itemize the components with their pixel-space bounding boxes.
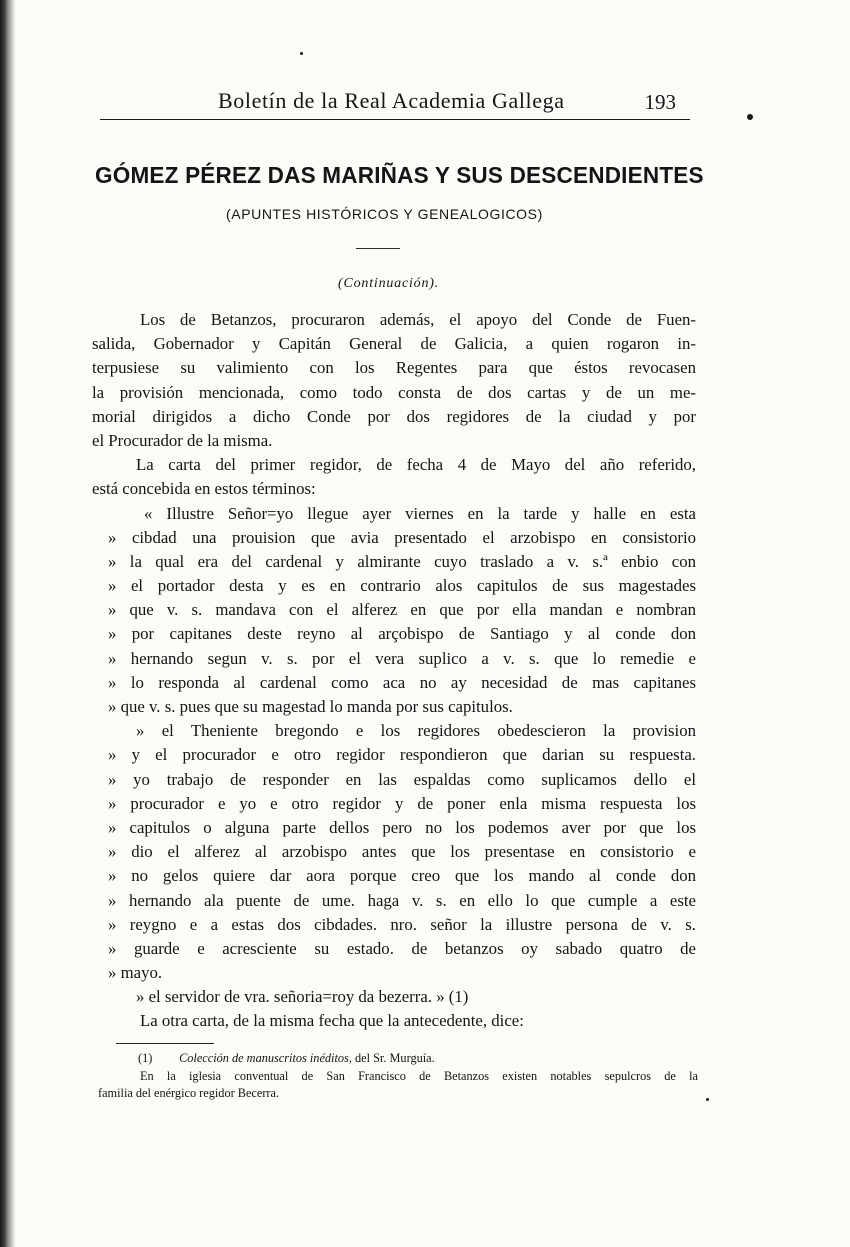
text-line: el Procurador de la misma. — [92, 430, 273, 450]
quote-line: » el servidor de vra. señoria=roy da bezerra. » (1) — [136, 987, 469, 1007]
text-line: salida, Gobernador y Capitán General de Galicia, a quien rogaron in- — [92, 334, 696, 354]
footnote-source-title: Colección de manuscritos inéditos, — [179, 1051, 352, 1065]
header-rule — [100, 119, 690, 120]
text-line: La otra carta, de la misma fecha que la antecedente, dice: — [140, 1011, 524, 1031]
quote-line: » que v. s. mandava con el alferez en que por ella mandan e nombran — [108, 600, 696, 620]
text-line: la provisión mencionada, como todo consta de dos cartas y de un me- — [92, 382, 696, 402]
ink-speck — [706, 1098, 709, 1101]
quote-line: » lo responda al cardenal como aca no ay necesidad de mas capitanes — [108, 672, 696, 692]
quote-line: » por capitanes deste reyno al arçobispo de Santiago y al conde don — [108, 624, 696, 644]
binding-edge — [0, 0, 16, 1247]
continuation-label: (Continuación). — [338, 276, 440, 291]
quote-line: » guarde e acresciente su estado. de betanzos oy sabado quatro de — [108, 938, 696, 958]
footnotes — [98, 1050, 698, 1103]
quote-line: » y el procurador e otro regidor respondieron que darian su respuesta. — [108, 745, 696, 765]
journal-title: Boletín de la Real Academia Gallega — [218, 88, 565, 113]
quote-line: » la qual era del cardenal y almirante cuyo traslado a v. s.ª enbio con — [108, 551, 696, 571]
quote-line: » cibdad una prouision que avia presentado el arzobispo en consistorio — [108, 527, 696, 547]
quote-line: » el Theniente bregondo e los regidores obedescieron la provision — [136, 721, 696, 741]
text-line: terpusiese su valimiento con los Regentes para que éstos revocasen — [92, 358, 696, 378]
article-title: GÓMEZ PÉREZ DAS MARIÑAS Y SUS DESCENDIENTES — [95, 162, 704, 188]
quote-line: » mayo. — [108, 963, 163, 983]
quote-line: » yo trabajo de responder en las espaldas como suplicamos dello el — [108, 769, 696, 789]
text-line: está concebida en estos términos: — [92, 479, 316, 499]
footnote-1 — [98, 1050, 698, 1068]
running-header — [218, 84, 678, 118]
quote-line: » el portador desta y es en contrario alos capitulos de sus magestades — [108, 576, 696, 596]
footnote-rule — [116, 1043, 214, 1044]
text-line: Los de Betanzos, procuraron además, el apoyo del Conde de Fuen- — [140, 310, 696, 329]
footnote-2-line-1: En la iglesia conventual de San Francisco de Betanzos existen notables sepulcros de la — [140, 1068, 698, 1083]
footnote-source-author: del Sr. Murguía. — [354, 1051, 435, 1065]
quote-line: » hernando ala puente de ume. haga v. s. en ello lo que cumple a este — [108, 890, 696, 910]
footnote-2-line-2: familia del enérgico regidor Becerra. — [98, 1086, 280, 1100]
title-divider — [356, 248, 400, 249]
footnote-number: (1) — [138, 1051, 153, 1065]
ink-speck — [300, 52, 303, 55]
quote-line: » procurador e yo e otro regidor y de poner enla misma respuesta los — [108, 793, 696, 813]
quote-line: « Illustre Señor=yo llegue ayer viernes en la tarde y halle en esta — [144, 503, 696, 523]
text-line: La carta del primer regidor, de fecha 4 de Mayo del año referido, — [136, 455, 696, 475]
quote-line: » hernando segun v. s. por el vera suplico a v. s. que lo remedie e — [108, 648, 696, 668]
quote-line: » dio el alferez al arzobispo antes que los presentase en consistorio e — [108, 842, 696, 862]
page-number: 193 — [644, 90, 676, 114]
quote-line: » reygno e a estas dos cibdades. nro. señor la illustre persona de v. s. — [108, 914, 696, 934]
quote-line: » que v. s. pues que su magestad lo manda por sus capitulos. — [108, 697, 513, 716]
quote-line: » no gelos quiere dar aora porque creo que los mando al conde don — [108, 866, 696, 886]
quote-line: » capitulos o alguna parte dellos pero no los podemos aver por que los — [108, 817, 696, 837]
body-text — [92, 308, 696, 1034]
text-line: morial dirigidos a dicho Conde por dos regidores de la ciudad y por — [92, 406, 696, 426]
ink-speck — [747, 114, 753, 120]
article-subtitle: (APUNTES HISTÓRICOS Y GENEALOGICOS) — [226, 206, 543, 222]
